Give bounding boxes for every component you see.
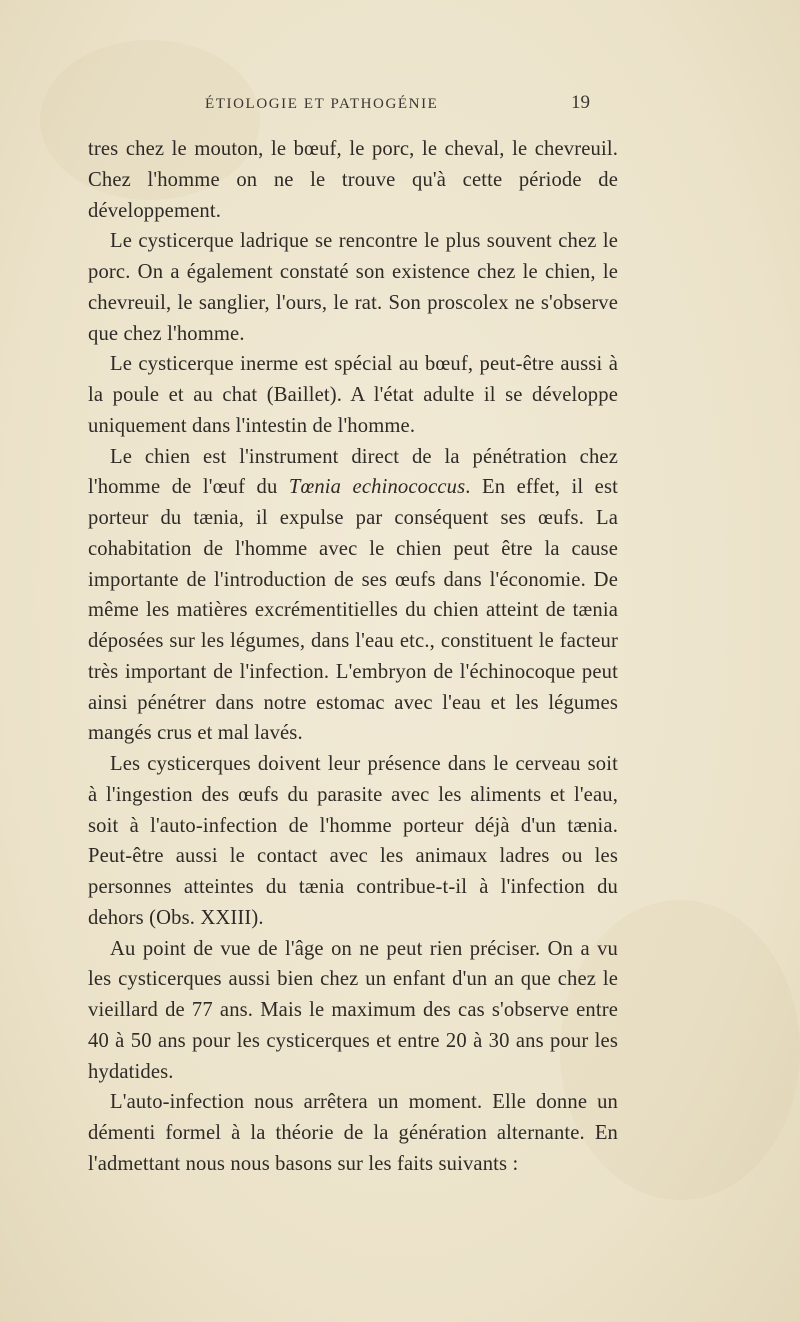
running-title: ÉTIOLOGIE ET PATHOGÉNIE <box>205 96 439 112</box>
paragraph-text: Le chien est l'instrument direct de la pénétration chez l'homme de l'œuf du <box>88 445 618 499</box>
page-number: 19 <box>571 92 590 113</box>
paragraph <box>88 1087 618 1179</box>
paragraph-text: Le cysticerque inerme est spécial au bœuf, peut-être aussi à la poule et au chat (Baillet). A l'état adulte il se développe uniquement dans l'intestin de l'homme. <box>88 353 618 437</box>
paragraph <box>88 749 618 934</box>
paragraph <box>88 226 618 349</box>
running-head <box>0 92 800 122</box>
italic-term: Tœnia echinococcus <box>288 476 466 499</box>
paragraph-text: L'auto-infection nous arrêtera un moment. Elle donne un démenti formel à la théorie de la génération alternante. En l'admettant nous nous basons sur les faits suivants : <box>88 1091 618 1175</box>
paragraph <box>88 349 618 441</box>
body-text <box>88 134 618 1180</box>
paragraph-text: Le cysticerque ladrique se rencontre le plus souvent chez le porc. On a également constaté son existence chez le chien, le chevreuil, le sanglier, l'ours, le rat. Son proscolex ne s'observe que chez l'homme. <box>88 230 618 345</box>
paragraph-text: . En effet, il est porteur du tænia, il expulse par conséquent ses œufs. La cohabitation de l'homme avec le chien peut être la cause importante de l'introduction de ses œufs dans l'économie. De même les matières excrémentitielles du chien atteint de tænia déposées sur les légumes, dans l'eau etc., constituent le facteur très important de l'infection. L'embryon de l'échinocoque peut ainsi pénétrer dans notre estomac avec l'eau et les légumes mangés crus et mal lavés. <box>88 476 618 745</box>
paragraph <box>88 934 618 1088</box>
paragraph-text: Les cysticerques doivent leur présence dans le cerveau soit à l'ingestion des œufs du parasite avec les aliments et l'eau, soit à l'auto-infection de l'homme porteur déjà d'un tænia. Peut-être aussi le contact avec les animaux ladres ou les personnes atteintes du tænia contribue-t-il à l'infection du dehors (Obs. XXIII). <box>88 753 618 929</box>
paragraph-text: tres chez le mouton, le bœuf, le porc, le cheval, le chevreuil. Chez l'homme on ne le trouve qu'à cette période de développement. <box>88 138 618 222</box>
paragraph <box>88 442 618 750</box>
paragraph <box>88 134 618 226</box>
paragraph-text: Au point de vue de l'âge on ne peut rien préciser. On a vu les cysticerques aussi bien chez un enfant d'un an que chez le vieillard de 77 ans. Mais le maximum des cas s'observe entre 40 à 50 ans pour les cysticerques et entre 20 à 30 ans pour les hydatides. <box>88 937 618 1083</box>
